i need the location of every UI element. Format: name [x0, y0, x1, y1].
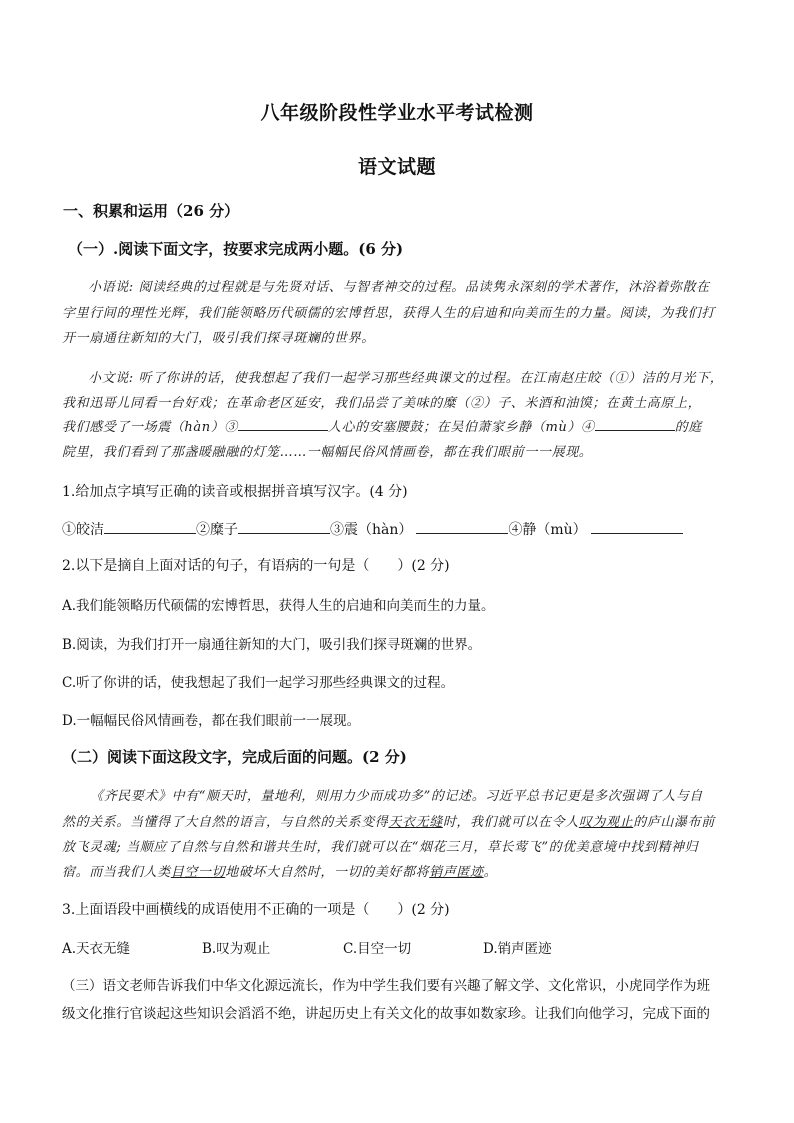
q2-option-d: D.一幅幅民俗风情画卷，都在我们眼前一一展现。 — [62, 713, 361, 729]
passage3-line2: 然的关系。当懂得了大自然的语言，与自然的关系变得天衣无缝时，我们就可以在令人叹为观止的庐山瀑布前 — [62, 815, 715, 830]
question-3: 3.上面语段中画横线的成语使用不正确的一项是（ ）(2 分) — [62, 902, 450, 918]
answer-blank-2[interactable] — [238, 521, 330, 534]
part2-heading: （二）阅读下面这段文字，完成后面的问题。(2 分) — [62, 748, 407, 766]
q3-option-a: A.天衣无缝 — [62, 941, 131, 957]
passage2-line1: 小文说: 听了你讲的话，使我想起了我们一起学习那些经典课文的过程。在江南赵庄皎（①）洁的月光下， — [88, 371, 724, 386]
blank-4[interactable] — [595, 418, 675, 431]
part1-heading: （一）.阅读下面文字，按要求完成两小题。(6 分) — [68, 240, 404, 258]
blank-3[interactable] — [238, 418, 328, 431]
question-2: 2.以下是摘自上面对话的句子，有语病的一句是（ ）(2 分) — [62, 558, 450, 574]
q2-option-c: C.听了你讲的话，使我想起了我们一起学习那些经典课文的过程。 — [62, 675, 455, 691]
answer-blank-1[interactable] — [104, 521, 196, 534]
passage1-line1: 小语说: 阅读经典的过程就是与先贤对话、与智者神交的过程。品读隽永深刻的学术著作，沐浴着弥散在 — [88, 280, 710, 295]
passage3-line4: 宿。而当我们人类目空一切地破坏大自然时，一切的美好都将销声匿迹。 — [62, 865, 498, 880]
answer-blank-3[interactable] — [416, 521, 508, 534]
passage1-line2: 字里行间的理性光辉，我们能领略历代硕儒的宏博哲思，获得人生的启迪和向美而生的力量。阅读，为我们打 — [62, 306, 715, 321]
q3-option-b: B.叹为观止 — [202, 941, 271, 957]
idiom-3: 目空一切 — [170, 865, 226, 880]
passage2-line4: 院里，我们看到了那盏暖融融的灯笼……一幅幅民俗风情画卷，都在我们眼前一一展现。 — [62, 445, 593, 460]
passage1-line3: 开一扇通往新知的大门，吸引我们探寻斑斓的世界。 — [62, 331, 375, 346]
exam-title: 八年级阶段性学业水平考试检测 — [260, 102, 534, 124]
answer-blank-4[interactable] — [591, 521, 683, 534]
q1-answer-row: ①皎洁 ②糜子 ③震（hàn） ④静（mù） — [62, 519, 683, 539]
part3-line1: （三）语文老师告诉我们中华文化源远流长，作为中学生我们要有兴趣了解文学、文化常识，小虎同学作为班 — [62, 978, 710, 994]
exam-subtitle: 语文试题 — [357, 156, 436, 178]
passage2-line2: 我和迅哥儿同看一台好戏；在革命老区延安，我们品尝了美味的糜（②）子、米酒和油馍；在黄土高原上， — [62, 396, 702, 411]
q3-option-d: D.销声匿迹 — [483, 941, 552, 957]
passage2-line3: 我们感受了一场震（hàn）③ 人心的安塞腰鼓；在吴伯萧家乡静（mù）④ 的庭 — [62, 420, 702, 435]
section-heading: 一、积累和运用（26 分） — [63, 202, 240, 220]
q2-option-a: A.我们能领略历代硕儒的宏博哲思，获得人生的启迪和向美而生的力量。 — [62, 598, 495, 614]
idiom-4: 销声匿迹 — [429, 865, 484, 880]
question-1: 1.给加点字填写正确的读音或根据拼音填写汉字。(4 分) — [62, 484, 408, 500]
passage3-line1: 《齐民要术》中有“顺天时，量地利，则用力少而成功多”的记述。习近平总书记更是多次强调了人与自 — [90, 789, 703, 804]
q2-option-b: B.阅读，为我们打开一扇通往新知的大门，吸引我们探寻斑斓的世界。 — [62, 637, 482, 653]
idiom-1: 天衣无缝 — [388, 815, 443, 830]
part3-line2: 级文化推行官谈起这些知识会滔滔不绝，讲起历史上有关文化的故事如数家珍。让我们向他学习，完成下面的 — [62, 1006, 710, 1022]
q3-option-c: C.目空一切 — [343, 941, 412, 957]
idiom-2: 叹为观止 — [578, 815, 634, 830]
passage3-line3: 放飞灵魂; 当顺应了自然与自然和谐共生时，我们就可以在“烟花三月，草长莺飞”的优美意境中找到精神归 — [62, 840, 699, 855]
